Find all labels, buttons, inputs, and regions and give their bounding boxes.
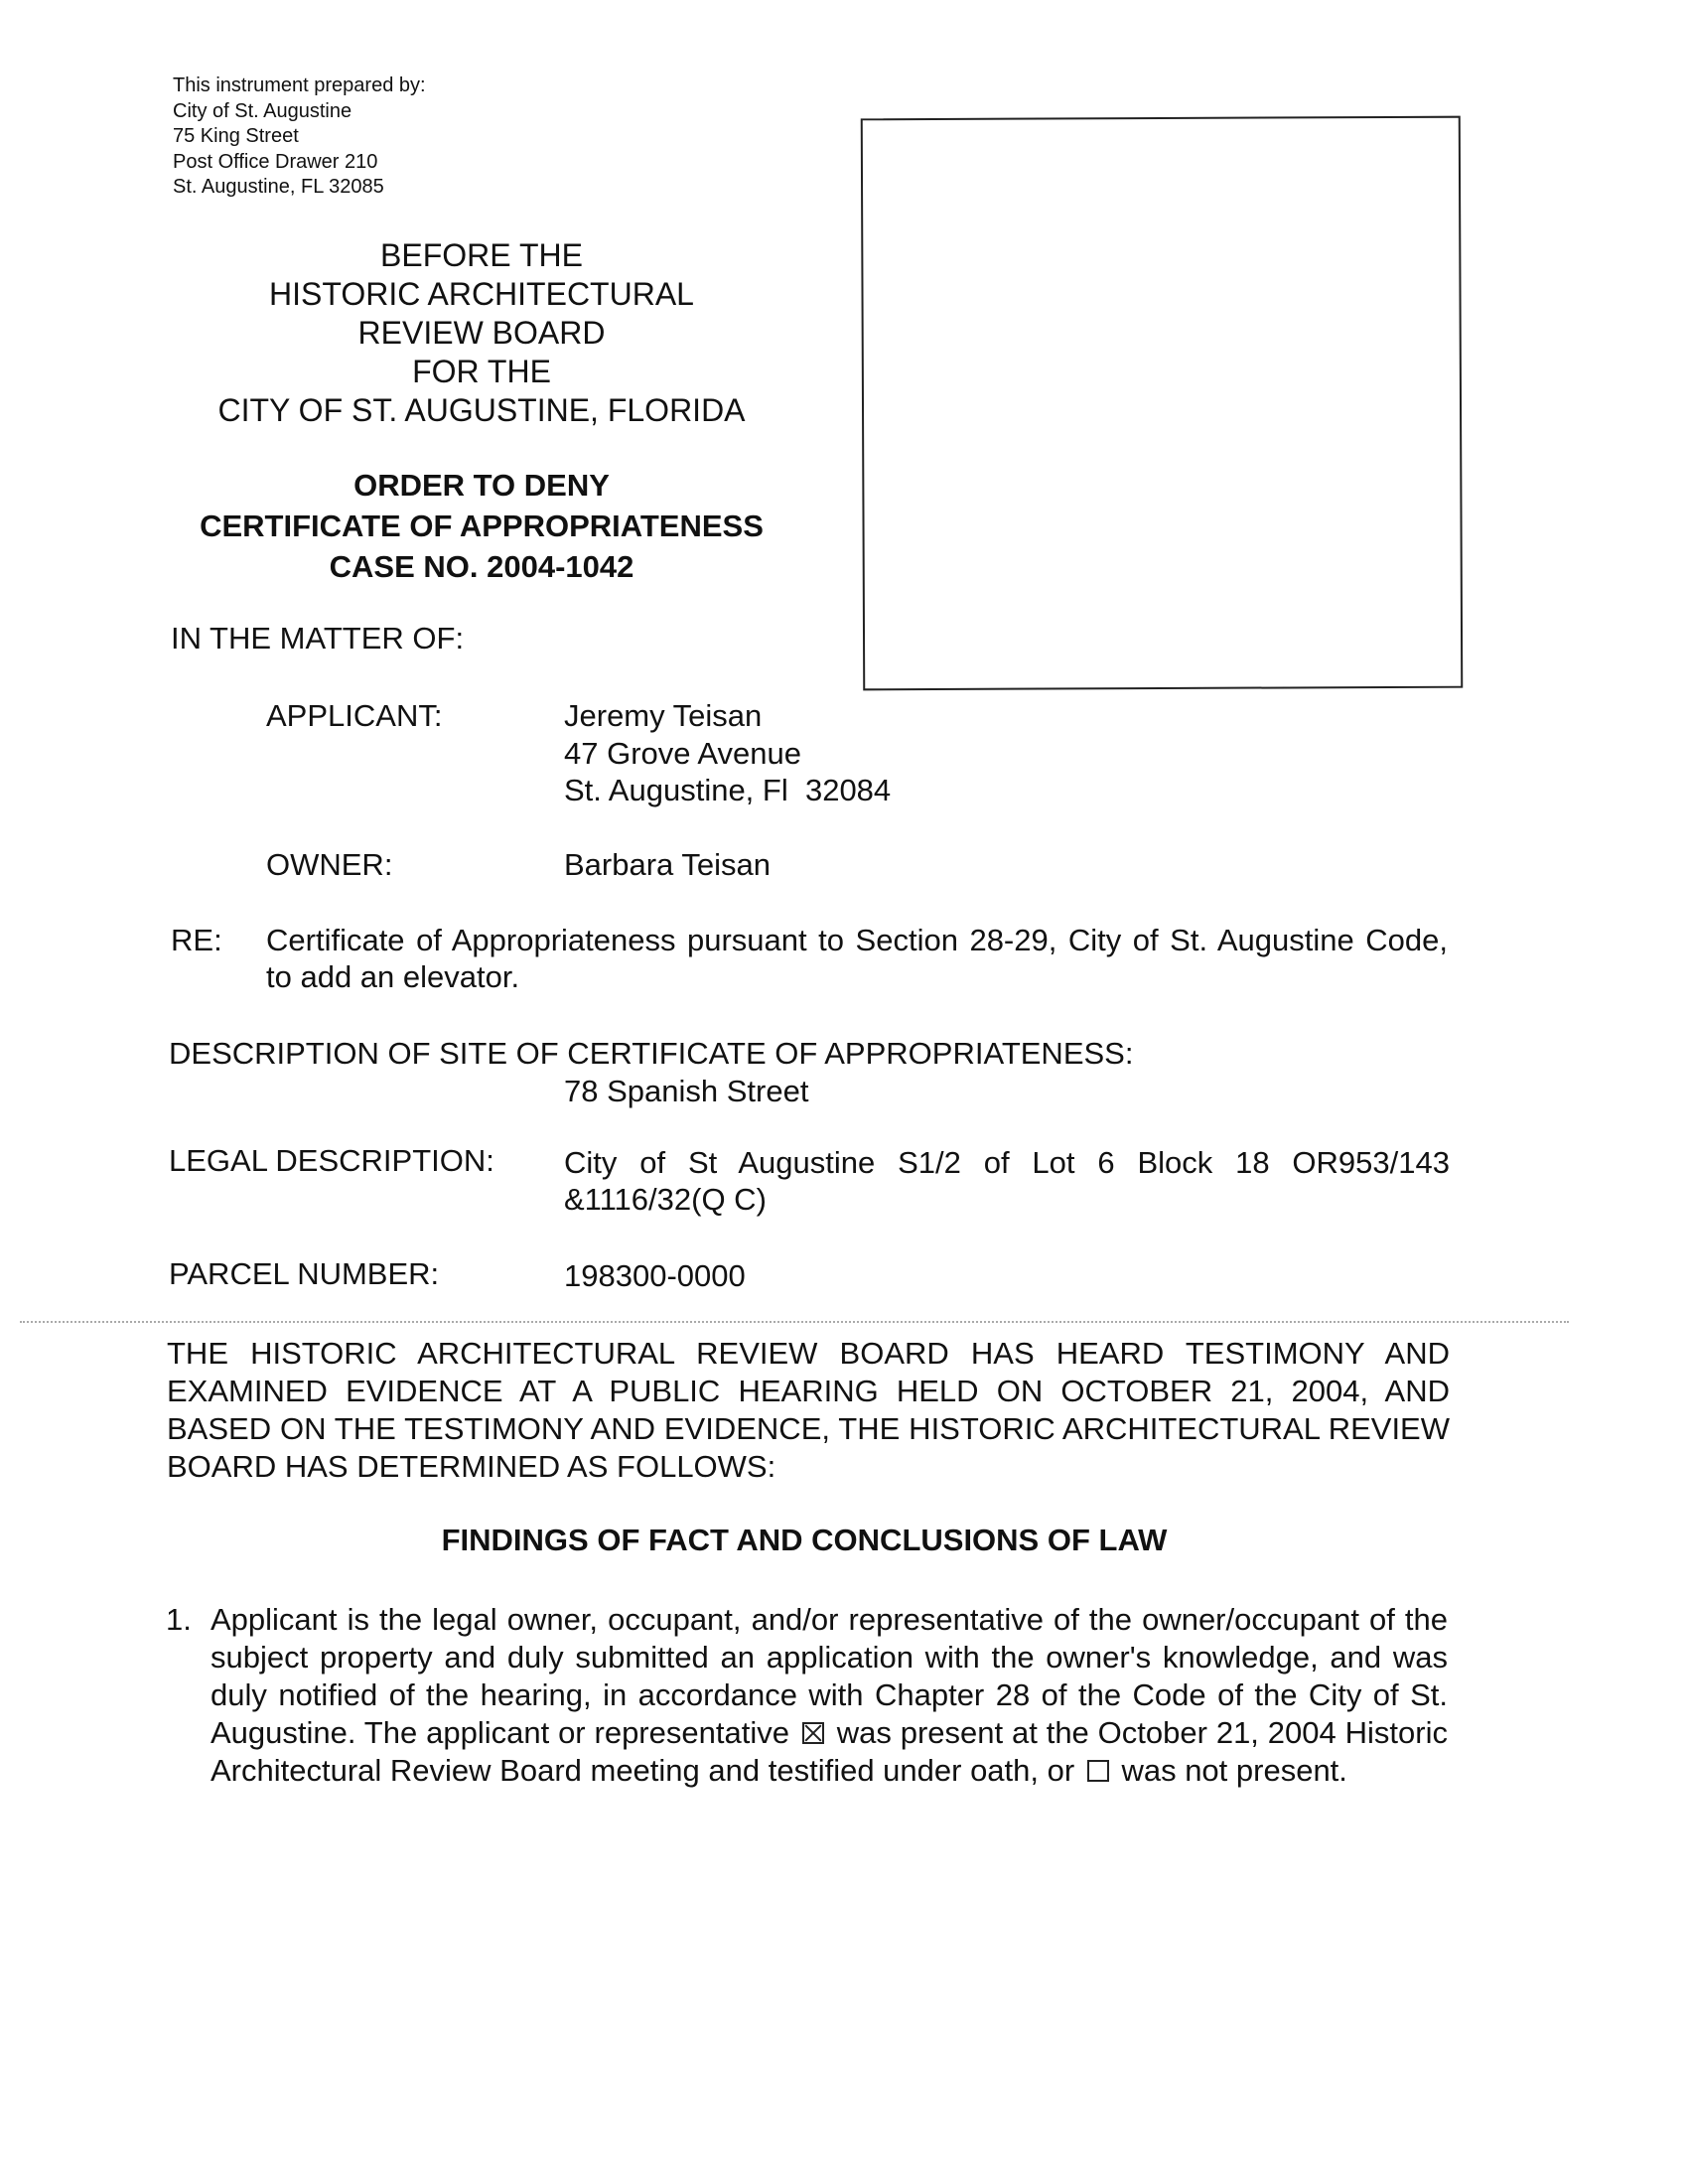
owner-value: Barbara Teisan bbox=[564, 847, 771, 882]
finding-text: was not present. bbox=[1121, 1753, 1347, 1788]
applicant-city: St. Augustine, Fl 32084 bbox=[564, 773, 892, 807]
applicant-address: 47 Grove Avenue bbox=[564, 735, 801, 771]
preamble: THE HISTORIC ARCHITECTURAL REVIEW BOARD HAS HEARD TESTIMONY AND EXAMINED EVIDENCE AT A PUBLIC HEARING HELD ON OCTOBER 21, 2004, AND BASED ON THE TESTIMONY AND EVIDENCE, THE HISTORIC ARCHITECTURAL REVIEW BOARD HAS DETERMINED AS FOLLOWS: bbox=[167, 1336, 1450, 1484]
prepared-by-line: City of St. Augustine bbox=[173, 99, 352, 122]
prepared-by-line: 75 King Street bbox=[173, 125, 299, 147]
prepared-by-line: Post Office Drawer 210 bbox=[173, 150, 378, 173]
order-line: CERTIFICATE OF APPROPRIATENESS bbox=[200, 509, 764, 543]
finding-text: Applicant is the legal owner, occupant, and/or representative of the owner/occupant of the subject property and duly submitted an application with the owner's knowledge, and was duly notified of the hearing, in accordance with Chapter 28 of the Code of the City of St. Augustine. The applicant or representative bbox=[211, 1602, 1448, 1750]
matter-label: IN THE MATTER OF: bbox=[171, 621, 465, 655]
board-title bbox=[169, 236, 794, 430]
owner-label: OWNER: bbox=[266, 847, 393, 882]
finding-text: was present at the October 21, 2004 Historic Architectural Review Board meeting and testified under oath, or bbox=[211, 1715, 1448, 1788]
findings-heading: FINDINGS OF FACT AND CONCLUSIONS OF LAW bbox=[441, 1523, 1168, 1557]
title-line: HISTORIC ARCHITECTURAL bbox=[269, 276, 694, 312]
re-text: Certificate of Appropriateness pursuant to Section 28-29, City of St. Augustine Code, to add an elevator. bbox=[266, 923, 1448, 994]
order-title bbox=[139, 465, 824, 587]
title-line: REVIEW BOARD bbox=[357, 315, 606, 351]
recording-stamp-box bbox=[861, 116, 1464, 691]
legal-label: LEGAL DESCRIPTION: bbox=[169, 1143, 494, 1178]
present-checkbox bbox=[802, 1722, 824, 1744]
applicant-value bbox=[564, 697, 891, 809]
case-number: CASE NO. 2004-1042 bbox=[329, 549, 634, 584]
parcel-value: 198300-0000 bbox=[564, 1258, 746, 1293]
finding-number: 1. bbox=[166, 1602, 192, 1637]
title-line: FOR THE bbox=[412, 354, 551, 389]
site-value: 78 Spanish Street bbox=[564, 1074, 809, 1108]
title-line: BEFORE THE bbox=[380, 237, 583, 273]
title-line: CITY OF ST. AUGUSTINE, FLORIDA bbox=[217, 392, 746, 428]
prepared-by-line: St. Augustine, FL 32085 bbox=[173, 176, 384, 198]
site-label: DESCRIPTION OF SITE OF CERTIFICATE OF APPROPRIATENESS: bbox=[169, 1036, 1134, 1071]
legal-value: City of St Augustine S1/2 of Lot 6 Block 18 OR953/143 &1116/32(Q C) bbox=[564, 1145, 1450, 1217]
re-label: RE: bbox=[171, 923, 222, 957]
applicant-name: Jeremy Teisan bbox=[564, 698, 763, 733]
order-line: ORDER TO DENY bbox=[353, 468, 610, 503]
finding-1 bbox=[211, 1601, 1448, 1790]
prepared-by-block bbox=[173, 73, 426, 201]
parcel-label: PARCEL NUMBER: bbox=[169, 1256, 440, 1291]
prepared-by-line: This instrument prepared by: bbox=[173, 74, 426, 96]
divider bbox=[20, 1321, 1569, 1323]
applicant-label: APPLICANT: bbox=[266, 698, 443, 733]
not-present-checkbox bbox=[1087, 1760, 1109, 1782]
